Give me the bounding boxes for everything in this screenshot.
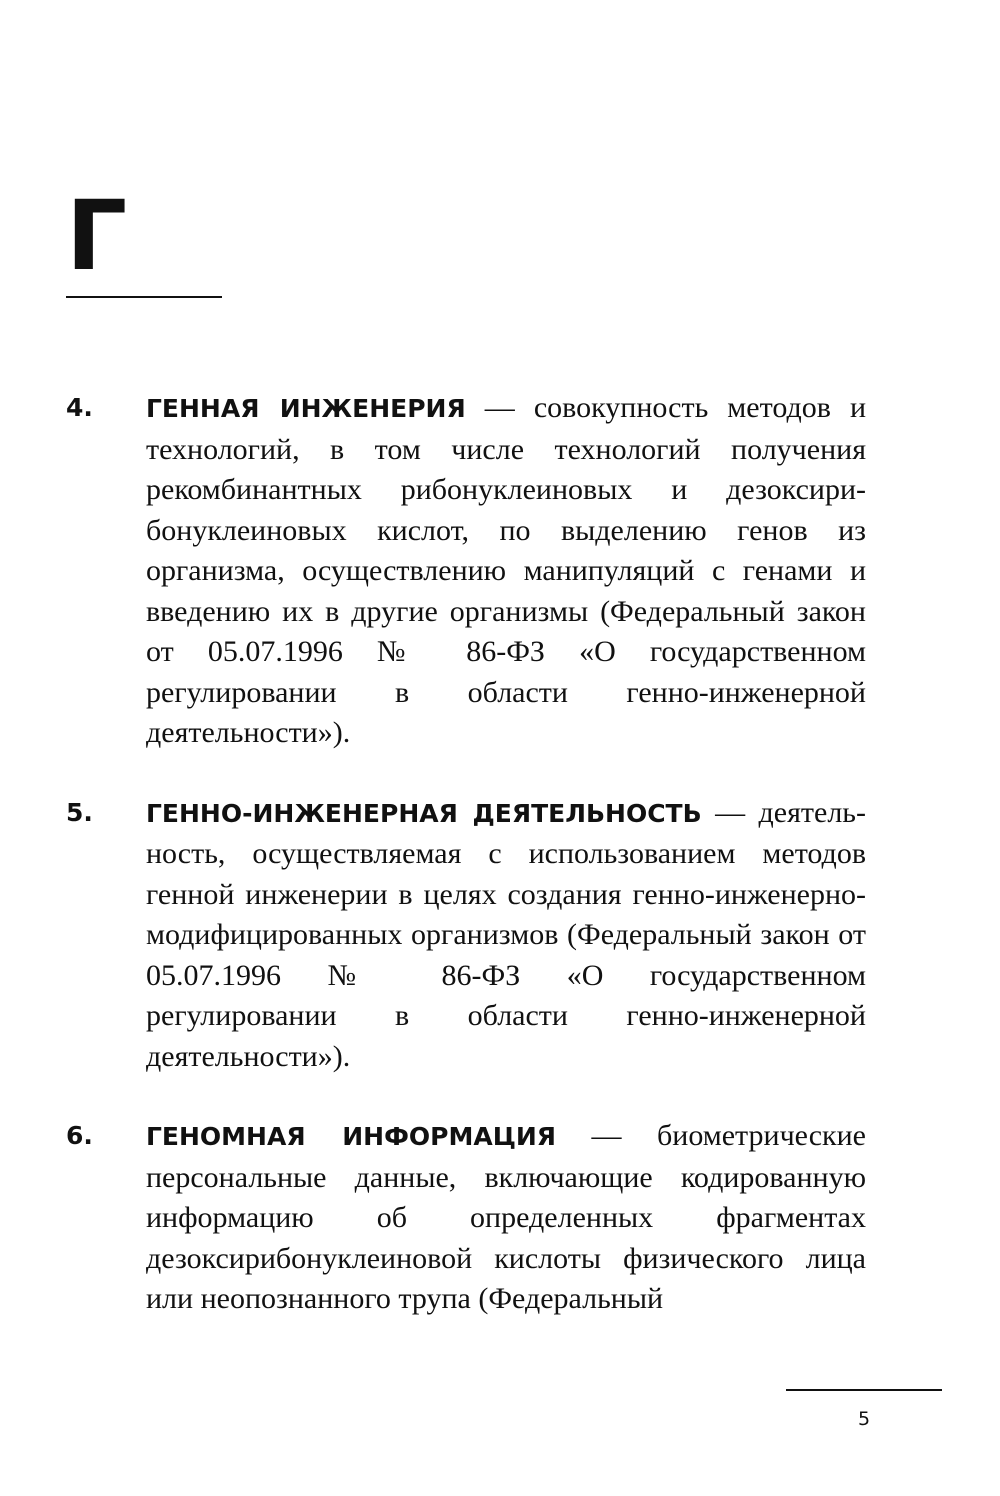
- section-divider: [66, 296, 222, 298]
- entry-text: [146, 1116, 866, 1320]
- section-letter: Г: [66, 180, 128, 292]
- entry-text: [146, 388, 866, 754]
- entry-definition: — деятельность, осуществляемая с использованием методов генной инженерии в целях создания генно-инженерно-модифицированных организмов (Федеральный закон от 05.07.1996 № 86-ФЗ «О государственном регулировании в области генно-инженерной деятельности»).: [146, 795, 866, 1073]
- entry-text: [146, 793, 866, 1078]
- entry-term: ГЕНОМНАЯ ИНФОРМАЦИЯ: [146, 1122, 557, 1151]
- page-number: 5: [858, 1408, 871, 1430]
- entry-term: ГЕННАЯ ИНЖЕНЕРИЯ: [146, 394, 466, 423]
- entry-term: ГЕННО-ИНЖЕНЕРНАЯ ДЕЯТЕЛЬНОСТЬ: [146, 798, 702, 828]
- glossary-entry: [66, 1116, 866, 1320]
- glossary-entry: [66, 793, 866, 1078]
- entry-definition: — биометрические персональные данные, включающие кодированную информацию об определенных фрагментах дезоксирибонуклеиновой кислоты физического лица или неопознанного трупа (Федеральный: [146, 1119, 866, 1315]
- footer-divider: [786, 1389, 942, 1391]
- entry-number: 6.: [66, 1121, 93, 1150]
- glossary-entries: [66, 388, 866, 1359]
- entry-number: 4.: [66, 393, 93, 422]
- entry-number: 5.: [66, 797, 93, 827]
- entry-definition: — совокупность методов и технологий, в том числе технологий получения рекомбинантных рибонуклеиновых и дезоксирибонуклеиновых кислот, по выделению генов из организма, осуществлению манипуляций с генами и введению их в другие организмы (Федеральный закон от 05.07.1996 № 86-ФЗ «О государственном регулировании в области генно-инженерной деятельности»).: [146, 391, 866, 749]
- glossary-entry: [66, 388, 866, 754]
